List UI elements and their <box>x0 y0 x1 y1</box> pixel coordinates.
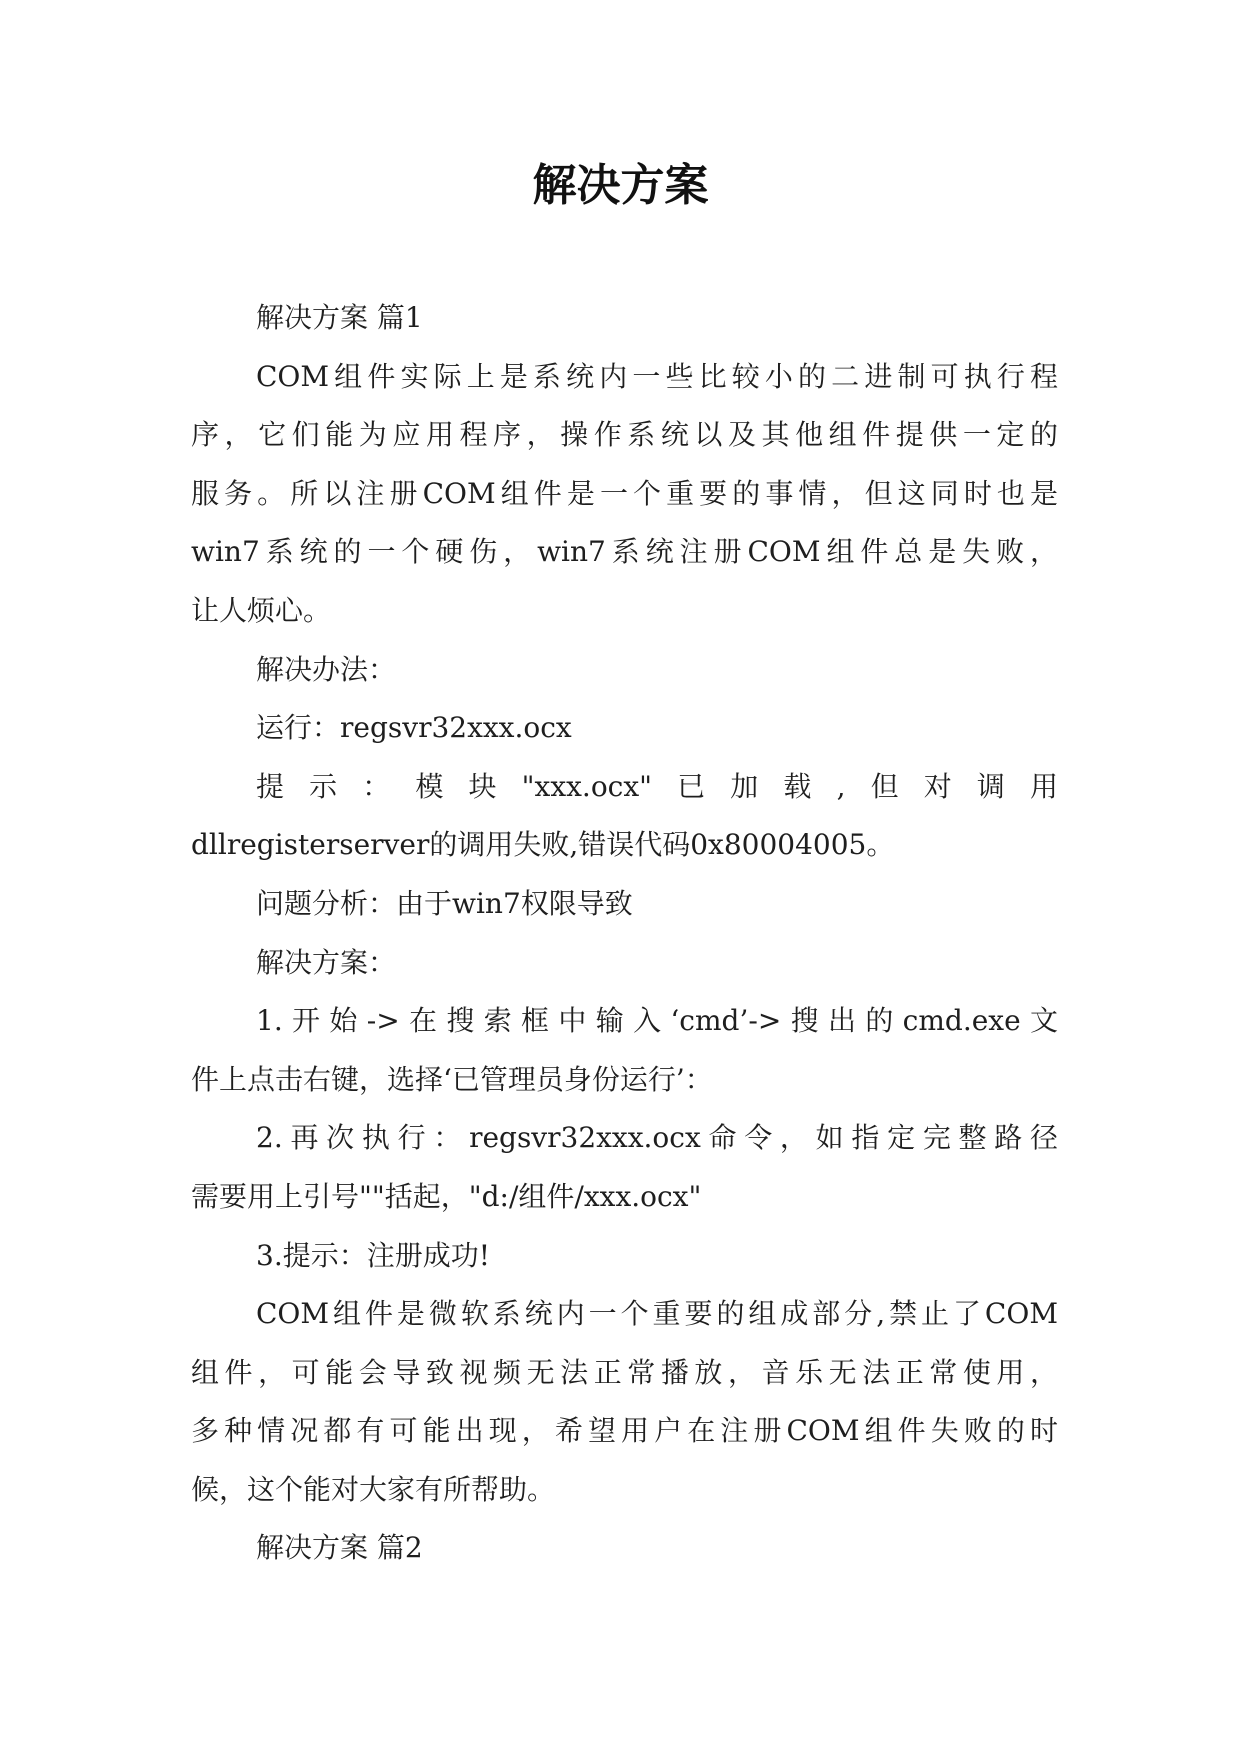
section-heading <box>191 289 1058 348</box>
document-body <box>191 289 1058 1578</box>
text-line: 服务。所以注册COM组件是一个重要的事情，但这同时也是 <box>191 476 1058 510</box>
text-line: COM组件实际上是系统内一些比较小的二进制可执行程 <box>256 359 1058 393</box>
text-line: 提示：模块"xxx.ocx"已加载,但对调用 <box>256 769 1058 803</box>
text-line: 运行：regsvr32xxx.ocx <box>256 711 572 745</box>
paragraph <box>191 992 1058 1109</box>
paragraph <box>191 875 1058 934</box>
text-line: 解决方案 篇1 <box>256 301 423 334</box>
paragraph <box>191 699 1058 758</box>
paragraph <box>191 1109 1058 1226</box>
text-line: dllregisterserver的调用失败,错误代码0x80004005。 <box>191 828 895 862</box>
text-line: 3.提示：注册成功! <box>256 1238 490 1272</box>
text-line: 序，它们能为应用程序，操作系统以及其他组件提供一定的 <box>191 418 1058 452</box>
paragraph <box>191 348 1058 641</box>
text-line: win7系统的一个硬伤，win7系统注册COM组件总是失败， <box>191 535 1058 569</box>
text-line: 1.开始->在搜索框中输入‘cmd’->搜出的cmd.exe文 <box>256 1004 1058 1038</box>
paragraph <box>191 1285 1058 1519</box>
text-line: 解决方案： <box>256 945 397 979</box>
paragraph <box>191 641 1058 700</box>
text-line: COM组件是微软系统内一个重要的组成部分,禁止了COM <box>256 1297 1058 1331</box>
paragraph <box>191 1227 1058 1286</box>
text-line: 解决方案 篇2 <box>256 1531 423 1565</box>
text-line: 问题分析：由于win7权限导致 <box>256 886 633 920</box>
paragraph <box>191 934 1058 993</box>
paragraph <box>191 758 1058 875</box>
section-heading <box>191 1519 1058 1578</box>
text-line: 件上点击右键，选择‘已管理员身份运行’： <box>191 1062 713 1096</box>
text-line: 解决办法： <box>256 652 397 686</box>
text-line: 2.再次执行：regsvr32xxx.ocx命令，如指定完整路径 <box>256 1121 1058 1155</box>
text-line: 需要用上引号""括起，"d:/组件/xxx.ocx" <box>191 1179 702 1213</box>
page-title: 解决方案 <box>532 160 709 211</box>
text-line: 候，这个能对大家有所帮助。 <box>191 1472 556 1506</box>
text-line: 多种情况都有可能出现，希望用户在注册COM组件失败的时 <box>191 1414 1058 1448</box>
text-line: 让人烦心。 <box>191 593 332 627</box>
text-line: 组件，可能会导致视频无法正常播放，音乐无法正常使用， <box>191 1355 1058 1389</box>
